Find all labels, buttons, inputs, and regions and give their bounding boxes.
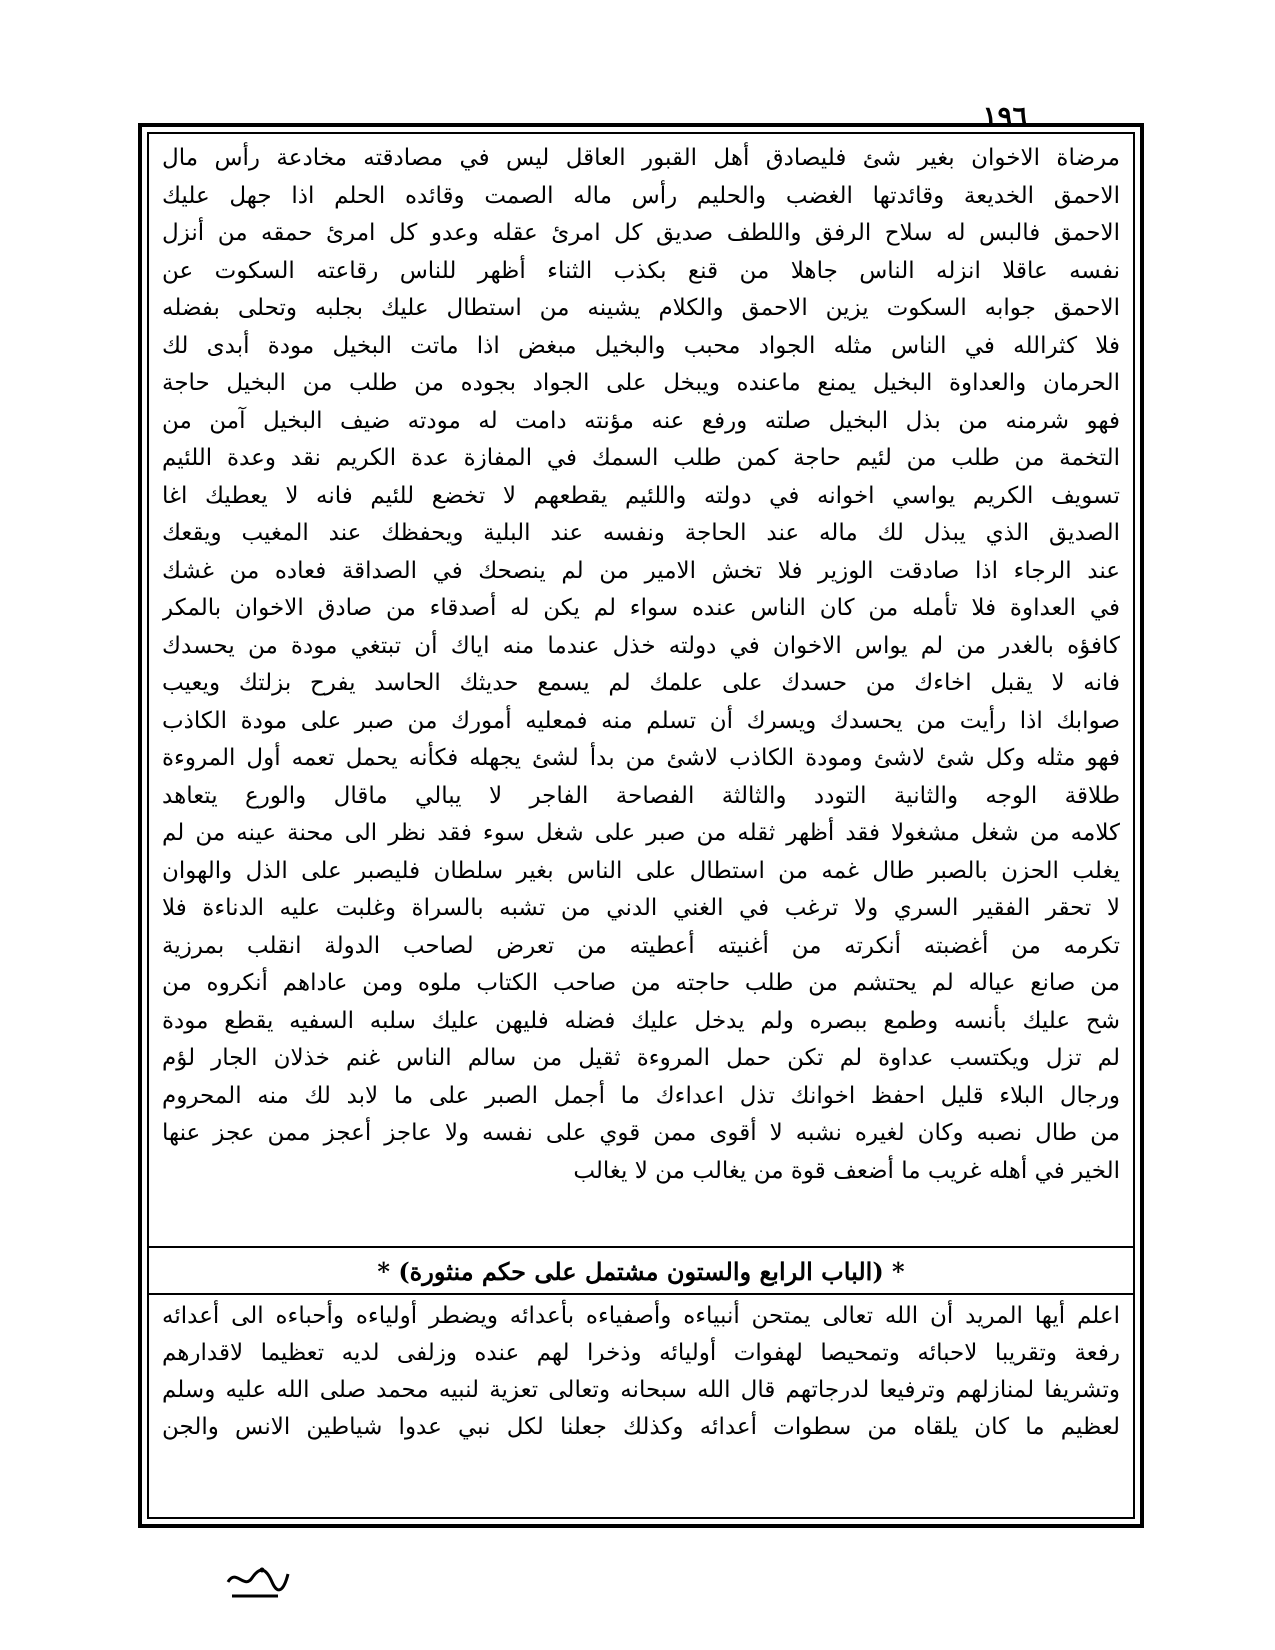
text-line: من صانع عياله لم يحتشم من طلب حاجته من صاحب الكتاب ملوه ومن عاداهم أنكروه من [162,970,1120,996]
text-line: اعلم أيها المريد أن الله تعالى يمتحن أنبياءه وأصفياءه بأعدائه ويضطر أولياءه وأحباءه الى أعدائه [162,1303,1120,1329]
text-line: فانه لا يقبل اخاءك من حسدك على علمك لم يسمع حديثك الحاسد يفرح بزلتك ويعيب [162,670,1120,696]
text-line: الاحمق جوابه السكوت يزين الاحمق والكلام يشينه من استطال عليك بجلبه وتحلى بفضله [162,295,1120,321]
text-line: تسويف الكريم يواسي اخوانه في دولته واللئيم يقطعهم لا تخضع للئيم فانه لا يعطيك اغا [162,482,1120,509]
text-line: فهو شرمنه من بذل البخيل صلته ورفع عنه مؤنته دامت له مودته ضيف البخيل آمن من [162,407,1120,434]
text-line: في العداوة فلا تأمله من كان الناس عنده سواء لم يكن له أصدقاء من صادق الاخوان بالمكر [162,595,1120,621]
text-line: كلامه من شغل مشغولا فقد أظهر ثقله من صبر على شغل سوء فقد نظر الى محنة عينه من لم [162,820,1120,846]
text-line: التخمة من طلب من لئيم حاجة كمن طلب السمك في المفازة عدة الكريم نقد وعدة اللئيم [162,445,1120,471]
text-line: لعظيم ما كان يلقاه من سطوات أعدائه وكذلك جعلنا لكل نبي عدوا شياطين الانس والجن [162,1414,1120,1440]
text-line: وتشريفا لمنازلهم وترفيعا لدرجاتهم قال الله سبحانه وتعالى تعزية لنبيه محمد صلى الله عليه وسلم [162,1377,1120,1403]
text-line: نفسه عاقلا انزله الناس جاهلا من قنع بكذب الثناء أظهر للناس رقاعته السكوت عن [162,257,1120,284]
text-line: يغلب الحزن بالصبر طال غمه من استطال على الناس بغير سلطان فليصبر على الذل والهوان [162,857,1120,884]
text-line: الحرمان والعداوة البخيل يمنع ماعنده ويبخل على الجواد بجوده من طلب من البخيل حاجة [162,370,1120,396]
section-divider-bottom [147,1293,1135,1295]
text-line: فهو مثله وكل شئ لاشئ ومودة الكاذب لاشئ من بدأ لشئ يجهله فكأنه يحمل تعمه أول المروءة [162,745,1120,771]
page-number: ١٩٦ [982,100,1028,133]
text-line: كافؤه بالغدر من لم يواس الاخوان في دولته خذل عندما منه اياك أن تبتغي مودة من يحسدك [162,632,1120,659]
text-line: تكرمه من أغضبته أنكرته من أغنيته أعطيته من تعرض لصاحب الدولة انقلب بمرزية [162,932,1120,959]
text-line: لم تزل ويكتسب عداوة لم تكن حمل المروءة ثقيل من سالم الناس غنم خذلان الجار لؤم [162,1045,1120,1071]
text-line: من طال نصبه وكان لغيره نشبه لا أقوى ممن قوي على نفسه ولا عاجز أعجز ممن عجز عنها [162,1120,1120,1146]
text-line: الخير في أهله غريب ما أضعف قوة من يغالب من لا يغالب [573,1157,1120,1184]
chapter-heading: * (الباب الرابع والستون مشتمل على حكم منثورة) * [377,1257,905,1286]
text-line: رفعة وتقريبا لاحبائه وتمحيصا لهفوات أوليائه وذخرا لهم عنده وزلفى لديه تعظيما لاقدارهم [162,1340,1120,1366]
text-line: الاحمق الخديعة وقائدتها الغضب والحليم رأس ماله الصمت وقائده الحلم اذا جهل عليك [162,182,1120,209]
text-line: عند الرجاء اذا صادقت الوزير فلا تخش الامير من لم ينصحك في الصداقة فعاده من غشك [162,557,1120,584]
text-line: طلاقة الوجه والثانية التودد والثالثة الفصاحة الفاجر لا يبالي ماقال والورع يتعاهد [162,782,1120,809]
text-line: الصديق الذي يبذل لك ماله عند الحاجة ونفسه عند البلية ويحفظك عند المغيب ويقعك [162,520,1120,546]
text-line: فلا كثرالله في الناس مثله الجواد محبب والبخيل مبغض اذا ماتت البخيل مودة أبدى لك [162,332,1120,359]
text-line: الاحمق فالبس له سلاح الرفق واللطف صديق كل امرئ عقله وعدو كل امرئ حمقه من أنزل [162,220,1120,246]
body-text [162,140,1120,1190]
text-line: صوابك اذا رأيت من يحسدك ويسرك أن تسلم منه فمعليه أمورك من صبر على مودة الكاذب [162,707,1120,734]
section-divider-top [147,1246,1135,1248]
text-line: مرضاة الاخوان بغير شئ فليصادق أهل القبور العاقل ليس في مصادقته مخادعة رأس مال [162,145,1120,171]
catchword-mark [222,1560,292,1604]
text-line: ورجال البلاء قليل احفظ اخوانك تذل اعداءك ما أجمل الصبر على ما لابد لك منه المحروم [162,1082,1120,1109]
text-line: شح عليك بأنسه وطمع ببصره ولم يدخل عليك فضله فليهن عليك سلبه السفيه يقطع مودة [162,1007,1120,1034]
text-line: لا تحقر الفقير السري ولا ترغب في الغني الدني من تشبه بالسراة وغلبت عليه الدناءة فلا [162,895,1120,921]
chapter-text [162,1298,1120,1446]
